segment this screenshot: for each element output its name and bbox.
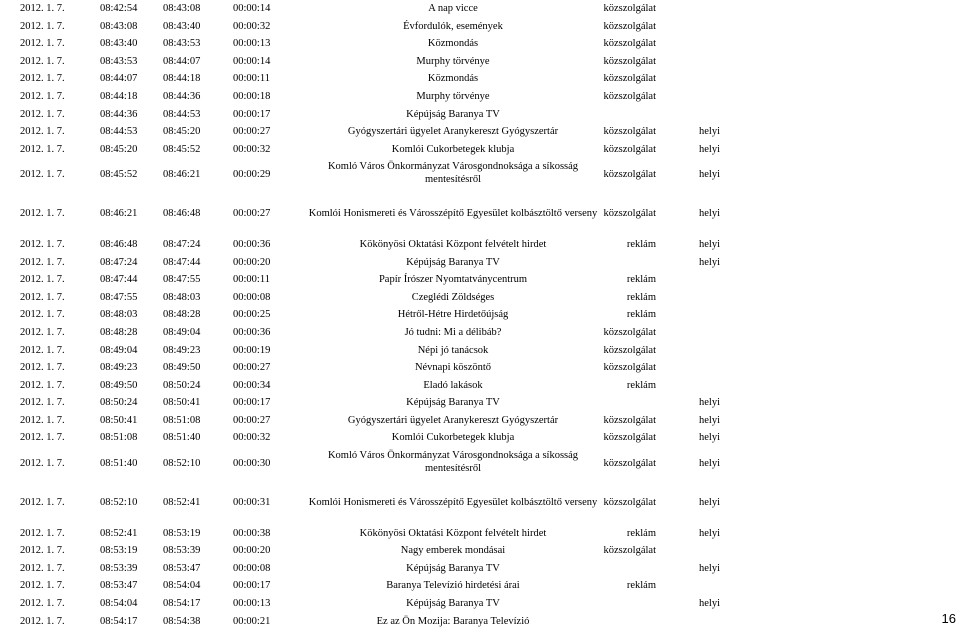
- cell-title: Gyógyszertári ügyelet Aranykereszt Gyógyszertár: [347, 126, 559, 138]
- cell-date: 2012. 1. 7.: [20, 55, 65, 67]
- cell-duration: 00:00:30: [233, 458, 271, 470]
- cell-end: 08:51:40: [163, 432, 201, 444]
- cell-title: Közmondás: [427, 38, 479, 50]
- table-row: [20, 35, 730, 53]
- cell-category: közszolgálat: [603, 432, 656, 444]
- cell-end: 08:50:24: [163, 379, 201, 391]
- cell-category: közszolgálat: [603, 169, 656, 181]
- cell-title: Évfordulók, események: [403, 20, 503, 32]
- table-row: [20, 70, 730, 88]
- cell-end: 08:45:20: [163, 126, 201, 138]
- table-row: [20, 324, 730, 342]
- cell-category: reklám: [626, 527, 656, 539]
- table-row: [20, 205, 730, 223]
- cell-duration: 00:00:08: [233, 562, 271, 574]
- cell-title: Papír Írószer Nyomtatványcentrum: [378, 274, 528, 286]
- cell-category: közszolgálat: [603, 20, 656, 32]
- table-row: [20, 254, 730, 272]
- cell-duration: 00:00:13: [233, 598, 271, 610]
- cell-start: 08:48:28: [100, 326, 138, 338]
- cell-end: 08:46:21: [163, 169, 201, 181]
- cell-date: 2012. 1. 7.: [20, 580, 65, 592]
- cell-date: 2012. 1. 7.: [20, 3, 65, 14]
- cell-category: közszolgálat: [603, 362, 656, 374]
- cell-end: 08:53:39: [163, 545, 201, 557]
- cell-start: 08:46:48: [100, 238, 138, 250]
- cell-category: reklám: [626, 238, 656, 250]
- cell-title: A nap vicce: [428, 3, 478, 14]
- cell-category: közszolgálat: [603, 208, 656, 220]
- cell-end: 08:51:08: [163, 414, 201, 426]
- cell-end: 08:43:53: [163, 38, 201, 50]
- cell-category: közszolgálat: [603, 38, 656, 50]
- cell-end: 08:54:38: [163, 615, 201, 627]
- cell-title: Nagy emberek mondásai: [400, 545, 506, 557]
- cell-duration: 00:00:27: [233, 126, 271, 138]
- table-row: [20, 412, 730, 430]
- cell-start: 08:47:55: [100, 291, 138, 303]
- cell-start: 08:51:08: [100, 432, 138, 444]
- cell-date: 2012. 1. 7.: [20, 497, 65, 509]
- cell-start: 08:52:10: [100, 497, 138, 509]
- cell-duration: 00:00:21: [233, 615, 271, 627]
- cell-date: 2012. 1. 7.: [20, 615, 65, 627]
- cell-category: közszolgálat: [603, 55, 656, 67]
- cell-date: 2012. 1. 7.: [20, 344, 65, 356]
- cell-title: Baranya Televízió hirdetési árai: [386, 580, 520, 592]
- cell-end: 08:44:36: [163, 90, 201, 102]
- cell-scope: helyi: [699, 208, 720, 220]
- cell-date: 2012. 1. 7.: [20, 20, 65, 32]
- cell-duration: 00:00:20: [233, 545, 271, 557]
- cell-end: 08:54:04: [163, 580, 201, 592]
- cell-end: 08:53:19: [163, 527, 201, 539]
- cell-start: 08:44:53: [100, 126, 138, 138]
- cell-end: 08:48:03: [163, 291, 201, 303]
- cell-category: közszolgálat: [603, 3, 656, 14]
- cell-end: 08:46:48: [163, 208, 201, 220]
- cell-start: 08:49:50: [100, 379, 138, 391]
- cell-start: 08:44:36: [100, 108, 138, 120]
- page-number: 16: [941, 611, 956, 626]
- cell-end: 08:43:08: [163, 3, 201, 14]
- cell-category: reklám: [626, 274, 656, 286]
- cell-end: 08:43:40: [163, 20, 201, 32]
- cell-title: Képújság Baranya TV: [406, 108, 500, 120]
- cell-category: reklám: [626, 309, 656, 321]
- cell-end: 08:44:18: [163, 73, 201, 85]
- cell-scope: helyi: [699, 562, 720, 574]
- cell-title: Jó tudni: Mi a délibáb?: [404, 326, 502, 338]
- cell-start: 08:50:24: [100, 397, 138, 409]
- cell-date: 2012. 1. 7.: [20, 90, 65, 102]
- cell-scope: helyi: [699, 397, 720, 409]
- cell-start: 08:44:18: [100, 90, 138, 102]
- cell-start: 08:53:47: [100, 580, 138, 592]
- cell-start: 08:45:20: [100, 143, 138, 155]
- cell-start: 08:51:40: [100, 458, 138, 470]
- cell-date: 2012. 1. 7.: [20, 143, 65, 155]
- cell-date: 2012. 1. 7.: [20, 458, 65, 470]
- cell-scope: helyi: [699, 414, 720, 426]
- cell-end: 08:50:41: [163, 397, 201, 409]
- cell-scope: helyi: [699, 497, 720, 509]
- cell-title: Komlói Cukorbetegek klubja: [391, 143, 515, 155]
- cell-duration: 00:00:32: [233, 143, 271, 155]
- table-row: [20, 577, 730, 595]
- cell-title: Közmondás: [427, 73, 479, 85]
- cell-start: 08:47:24: [100, 256, 138, 268]
- cell-duration: 00:00:32: [233, 20, 271, 32]
- cell-title: Eladó lakások: [423, 379, 483, 391]
- cell-date: 2012. 1. 7.: [20, 432, 65, 444]
- cell-scope: helyi: [699, 256, 720, 268]
- cell-title: Komló Város Önkormányzat Városgondnoksága a síkosság mentesítésről: [327, 161, 579, 185]
- table-row: [20, 429, 730, 447]
- cell-date: 2012. 1. 7.: [20, 379, 65, 391]
- cell-duration: 00:00:31: [233, 497, 271, 509]
- cell-title: Képújság Baranya TV: [406, 562, 500, 574]
- cell-end: 08:45:52: [163, 143, 201, 155]
- cell-duration: 00:00:08: [233, 291, 271, 303]
- cell-end: 08:49:50: [163, 362, 201, 374]
- cell-title: Murphy törvénye: [416, 90, 490, 102]
- table-row: [20, 595, 730, 613]
- table-row: [20, 0, 730, 18]
- cell-duration: 00:00:38: [233, 527, 271, 539]
- cell-start: 08:44:07: [100, 73, 138, 85]
- cell-end: 08:52:10: [163, 458, 201, 470]
- cell-duration: 00:00:17: [233, 108, 271, 120]
- cell-duration: 00:00:29: [233, 169, 271, 181]
- cell-duration: 00:00:27: [233, 362, 271, 374]
- cell-category: közszolgálat: [603, 497, 656, 509]
- cell-end: 08:49:23: [163, 344, 201, 356]
- table-row: [20, 289, 730, 307]
- table-row: [20, 560, 730, 578]
- cell-category: reklám: [626, 291, 656, 303]
- cell-category: közszolgálat: [603, 326, 656, 338]
- cell-start: 08:42:54: [100, 3, 138, 14]
- table-row: [20, 236, 730, 254]
- cell-scope: helyi: [699, 126, 720, 138]
- cell-duration: 00:00:19: [233, 344, 271, 356]
- table-row: [20, 394, 730, 412]
- cell-date: 2012. 1. 7.: [20, 238, 65, 250]
- cell-end: 08:47:44: [163, 256, 201, 268]
- table-row: [20, 359, 730, 377]
- table-row: [20, 494, 730, 512]
- cell-title: Murphy törvénye: [416, 55, 490, 67]
- cell-title: Czeglédi Zöldséges: [411, 291, 495, 303]
- cell-start: 08:54:04: [100, 598, 138, 610]
- cell-title: Gyógyszertári ügyelet Aranykereszt Gyógyszertár: [347, 414, 559, 426]
- cell-start: 08:43:40: [100, 38, 138, 50]
- cell-start: 08:49:04: [100, 344, 138, 356]
- cell-duration: 00:00:27: [233, 414, 271, 426]
- cell-category: közszolgálat: [603, 414, 656, 426]
- cell-start: 08:48:03: [100, 309, 138, 321]
- cell-start: 08:50:41: [100, 414, 138, 426]
- cell-scope: helyi: [699, 169, 720, 181]
- cell-date: 2012. 1. 7.: [20, 309, 65, 321]
- cell-start: 08:45:52: [100, 169, 138, 181]
- cell-scope: helyi: [699, 432, 720, 444]
- cell-category: közszolgálat: [603, 73, 656, 85]
- cell-duration: 00:00:11: [233, 73, 270, 85]
- cell-end: 08:44:53: [163, 108, 201, 120]
- cell-title: Komlói Cukorbetegek klubja: [391, 432, 515, 444]
- cell-category: közszolgálat: [603, 545, 656, 557]
- cell-title: Komlói Honismereti és Városszépítő Egyesület kolbásztöltő verseny: [308, 497, 598, 509]
- cell-date: 2012. 1. 7.: [20, 397, 65, 409]
- cell-date: 2012. 1. 7.: [20, 545, 65, 557]
- cell-start: 08:53:19: [100, 545, 138, 557]
- cell-start: 08:47:44: [100, 274, 138, 286]
- cell-start: 08:54:17: [100, 615, 138, 627]
- cell-title: Komló Város Önkormányzat Városgondnoksága a síkosság mentesítésről: [327, 450, 579, 474]
- cell-scope: helyi: [699, 458, 720, 470]
- broadcast-schedule-table: [20, 0, 730, 630]
- cell-scope: helyi: [699, 238, 720, 250]
- cell-scope: helyi: [699, 527, 720, 539]
- cell-date: 2012. 1. 7.: [20, 256, 65, 268]
- cell-duration: 00:00:14: [233, 55, 271, 67]
- cell-title: Névnapi köszöntő: [414, 362, 492, 374]
- cell-date: 2012. 1. 7.: [20, 108, 65, 120]
- cell-category: közszolgálat: [603, 458, 656, 470]
- cell-duration: 00:00:25: [233, 309, 271, 321]
- cell-end: 08:52:41: [163, 497, 201, 509]
- table-row: [20, 542, 730, 560]
- cell-scope: helyi: [699, 143, 720, 155]
- cell-title: Képújság Baranya TV: [406, 598, 500, 610]
- cell-end: 08:49:04: [163, 326, 201, 338]
- cell-duration: 00:00:13: [233, 38, 271, 50]
- cell-date: 2012. 1. 7.: [20, 414, 65, 426]
- cell-duration: 00:00:14: [233, 3, 271, 14]
- cell-category: közszolgálat: [603, 126, 656, 138]
- cell-duration: 00:00:34: [233, 379, 271, 391]
- cell-end: 08:54:17: [163, 598, 201, 610]
- table-row: [20, 613, 730, 631]
- cell-date: 2012. 1. 7.: [20, 291, 65, 303]
- cell-end: 08:44:07: [163, 55, 201, 67]
- cell-date: 2012. 1. 7.: [20, 38, 65, 50]
- cell-title: Képújság Baranya TV: [406, 397, 500, 409]
- cell-start: 08:43:53: [100, 55, 138, 67]
- cell-duration: 00:00:18: [233, 90, 271, 102]
- table-row: [20, 141, 730, 159]
- cell-date: 2012. 1. 7.: [20, 126, 65, 138]
- cell-title: Komlói Honismereti és Városszépítő Egyesület kolbásztöltő verseny: [308, 208, 598, 220]
- cell-category: reklám: [626, 379, 656, 391]
- cell-start: 08:46:21: [100, 208, 138, 220]
- table-row: [20, 306, 730, 324]
- table-row: [20, 271, 730, 289]
- cell-date: 2012. 1. 7.: [20, 274, 65, 286]
- cell-title: Hétről-Hétre Hirdetőújság: [397, 309, 509, 321]
- cell-duration: 00:00:20: [233, 256, 271, 268]
- cell-title: Képújság Baranya TV: [406, 256, 500, 268]
- cell-date: 2012. 1. 7.: [20, 527, 65, 539]
- table-row: [20, 53, 730, 71]
- cell-duration: 00:00:11: [233, 274, 270, 286]
- table-row: [20, 18, 730, 36]
- table-row: [20, 88, 730, 106]
- cell-start: 08:49:23: [100, 362, 138, 374]
- cell-duration: 00:00:36: [233, 326, 271, 338]
- cell-category: közszolgálat: [603, 90, 656, 102]
- table-row: [20, 123, 730, 141]
- cell-title: Ez az Ön Mozija: Baranya Televízió: [376, 615, 530, 627]
- cell-date: 2012. 1. 7.: [20, 208, 65, 220]
- cell-title: Kökönyösi Oktatási Központ felvételt hirdet: [359, 527, 547, 539]
- cell-duration: 00:00:17: [233, 397, 271, 409]
- cell-end: 08:47:24: [163, 238, 201, 250]
- table-row: [20, 447, 730, 481]
- cell-title: Népi jó tanácsok: [417, 344, 489, 356]
- cell-date: 2012. 1. 7.: [20, 73, 65, 85]
- table-row: [20, 106, 730, 124]
- table-row: [20, 158, 730, 192]
- cell-duration: 00:00:17: [233, 580, 271, 592]
- table-row: [20, 525, 730, 543]
- cell-duration: 00:00:36: [233, 238, 271, 250]
- cell-end: 08:53:47: [163, 562, 201, 574]
- cell-end: 08:47:55: [163, 274, 201, 286]
- cell-date: 2012. 1. 7.: [20, 326, 65, 338]
- cell-date: 2012. 1. 7.: [20, 598, 65, 610]
- cell-start: 08:52:41: [100, 527, 138, 539]
- cell-duration: 00:00:32: [233, 432, 271, 444]
- cell-scope: helyi: [699, 598, 720, 610]
- cell-start: 08:43:08: [100, 20, 138, 32]
- cell-category: közszolgálat: [603, 344, 656, 356]
- table-row: [20, 342, 730, 360]
- table-row: [20, 377, 730, 395]
- cell-date: 2012. 1. 7.: [20, 169, 65, 181]
- cell-category: reklám: [626, 580, 656, 592]
- cell-date: 2012. 1. 7.: [20, 562, 65, 574]
- cell-category: közszolgálat: [603, 143, 656, 155]
- cell-title: Kökönyösi Oktatási Központ felvételt hirdet: [359, 238, 547, 250]
- cell-date: 2012. 1. 7.: [20, 362, 65, 374]
- cell-duration: 00:00:27: [233, 208, 271, 220]
- cell-end: 08:48:28: [163, 309, 201, 321]
- cell-start: 08:53:39: [100, 562, 138, 574]
